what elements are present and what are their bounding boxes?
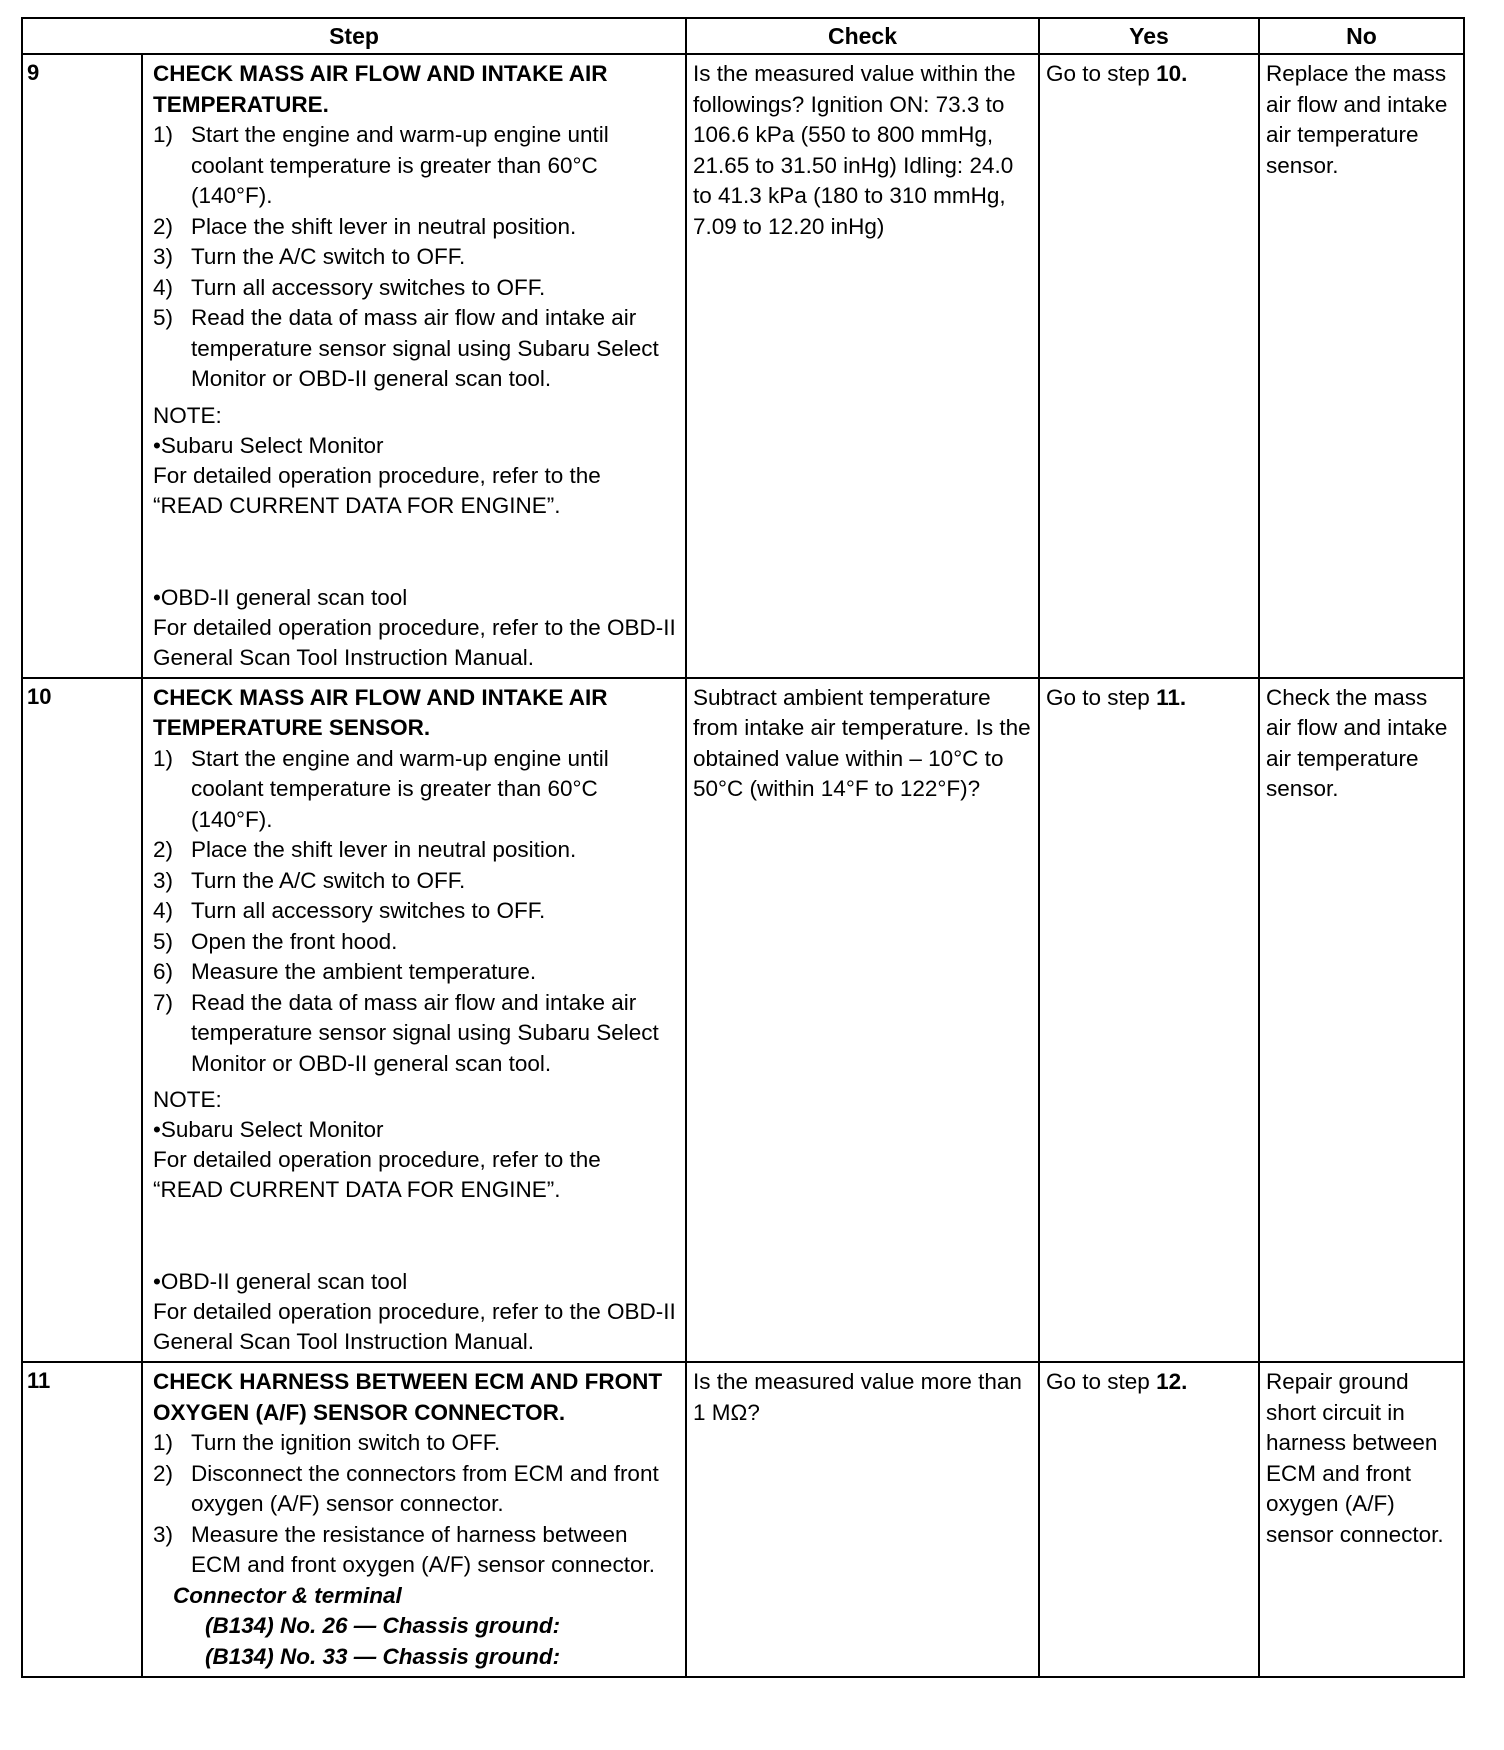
note-label: NOTE:	[153, 402, 222, 428]
procedure-item: 3) Turn the A/C switch to OFF.	[153, 867, 466, 893]
procedure-item: 5) Read the data of mass air flow and intake air temperature sensor signal using Subaru Select Monitor or OBD-II general scan tool.	[153, 305, 659, 391]
step-title: CHECK HARNESS BETWEEN ECM AND FRONT OXYGEN (A/F) SENSOR CONNECTOR.	[153, 1369, 663, 1425]
step-number: 11	[22, 1362, 142, 1677]
no-cell: Repair ground short circuit in harness between ECM and front oxygen (A/F) sensor connector.	[1259, 1362, 1464, 1677]
procedure-list	[153, 744, 677, 1080]
yes-cell: Go to step 10.	[1039, 54, 1259, 678]
table-row	[22, 678, 1464, 1363]
no-cell: Check the mass air flow and intake air temperature sensor.	[1259, 678, 1464, 1363]
procedure-list	[153, 1428, 677, 1581]
procedure-item: 3) Measure the resistance of harness between ECM and front oxygen (A/F) sensor connector.	[153, 1521, 655, 1577]
note-subheading: •OBD-II general scan tool	[153, 584, 408, 610]
step-title: CHECK MASS AIR FLOW AND INTAKE AIR TEMPERATURE.	[153, 61, 608, 117]
note-text: For detailed operation procedure, refer to the OBD-II General Scan Tool Instruction Manual.	[153, 1299, 676, 1354]
step-description	[142, 678, 686, 1363]
procedure-item: 5) Open the front hood.	[153, 928, 398, 954]
note-label: NOTE:	[153, 1087, 222, 1112]
connector-line: (B134) No. 33 — Chassis ground:	[205, 1643, 561, 1669]
procedure-list	[153, 120, 677, 395]
yes-step-link: 10.	[1156, 61, 1188, 86]
procedure-item: 3) Turn the A/C switch to OFF.	[153, 244, 466, 269]
diagnostic-table	[21, 17, 1465, 1678]
step-number: 9	[22, 54, 142, 678]
note-subheading: •OBD-II general scan tool	[153, 1269, 408, 1294]
yes-step-link: 11.	[1156, 684, 1187, 710]
table-row	[22, 54, 1464, 678]
table-row	[22, 1362, 1464, 1677]
connector-heading: Connector & terminal	[173, 1582, 402, 1608]
procedure-item: 4) Turn all accessory switches to OFF.	[153, 274, 546, 300]
yes-step-link: 12.	[1156, 1369, 1188, 1394]
procedure-item: 2) Place the shift lever in neutral position.	[153, 213, 577, 239]
connector-line: (B134) No. 26 — Chassis ground:	[205, 1613, 561, 1638]
procedure-item: 1) Turn the ignition switch to OFF.	[153, 1430, 501, 1455]
step-number: 10	[22, 678, 142, 1363]
procedure-item: 2) Disconnect the connectors from ECM and front oxygen (A/F) sensor connector.	[153, 1460, 659, 1516]
check-cell: Subtract ambient temperature from intake air temperature. Is the obtained value within – 10°C to 50°C (within 14°F to 122°F)?	[686, 678, 1039, 1363]
step-description	[142, 1362, 686, 1677]
check-cell: Is the measured value more than 1 MΩ?	[686, 1362, 1039, 1677]
procedure-item: 2) Place the shift lever in neutral position.	[153, 837, 577, 862]
header-yes: Yes	[1039, 18, 1259, 54]
procedure-item: 7) Read the data of mass air flow and intake air temperature sensor signal using Subaru Select Monitor or OBD-II general scan tool.	[153, 989, 659, 1076]
header-row	[22, 18, 1464, 54]
note-subheading: •Subaru Select Monitor	[153, 1117, 384, 1142]
procedure-item: 1) Start the engine and warm-up engine until coolant temperature is greater than 60°C (140°F).	[153, 122, 609, 208]
note-subheading: •Subaru Select Monitor	[153, 432, 384, 458]
no-cell: Replace the mass air flow and intake air temperature sensor.	[1259, 54, 1464, 678]
header-step: Step	[22, 18, 686, 54]
procedure-item: 6) Measure the ambient temperature.	[153, 959, 537, 984]
header-check: Check	[686, 18, 1039, 54]
note-text: For detailed operation procedure, refer to the “READ CURRENT DATA FOR ENGINE”.	[153, 462, 601, 518]
connector-block	[153, 1581, 677, 1673]
procedure-item: 4) Turn all accessory switches to OFF.	[153, 898, 546, 923]
note-block	[153, 1085, 677, 1357]
note-block	[153, 401, 677, 673]
yes-cell: Go to step 12.	[1039, 1362, 1259, 1677]
header-no: No	[1259, 18, 1464, 54]
step-title: CHECK MASS AIR FLOW AND INTAKE AIR TEMPERATURE SENSOR.	[153, 684, 608, 740]
note-text: For detailed operation procedure, refer to the “READ CURRENT DATA FOR ENGINE”.	[153, 1147, 601, 1202]
note-text: For detailed operation procedure, refer to the OBD-II General Scan Tool Instruction Manual.	[153, 614, 676, 670]
check-cell: Is the measured value within the followings? Ignition ON: 73.3 to 106.6 kPa (550 to 800 mmHg, 21.65 to 31.50 inHg) Idling: 24.0 to 41.3 kPa (180 to 310 mmHg, 7.09 to 12.20 inHg)	[686, 54, 1039, 678]
procedure-item: 1) Start the engine and warm-up engine until coolant temperature is greater than 60°C (140°F).	[153, 745, 609, 832]
yes-cell: Go to step 11.	[1039, 678, 1259, 1363]
step-description	[142, 54, 686, 678]
